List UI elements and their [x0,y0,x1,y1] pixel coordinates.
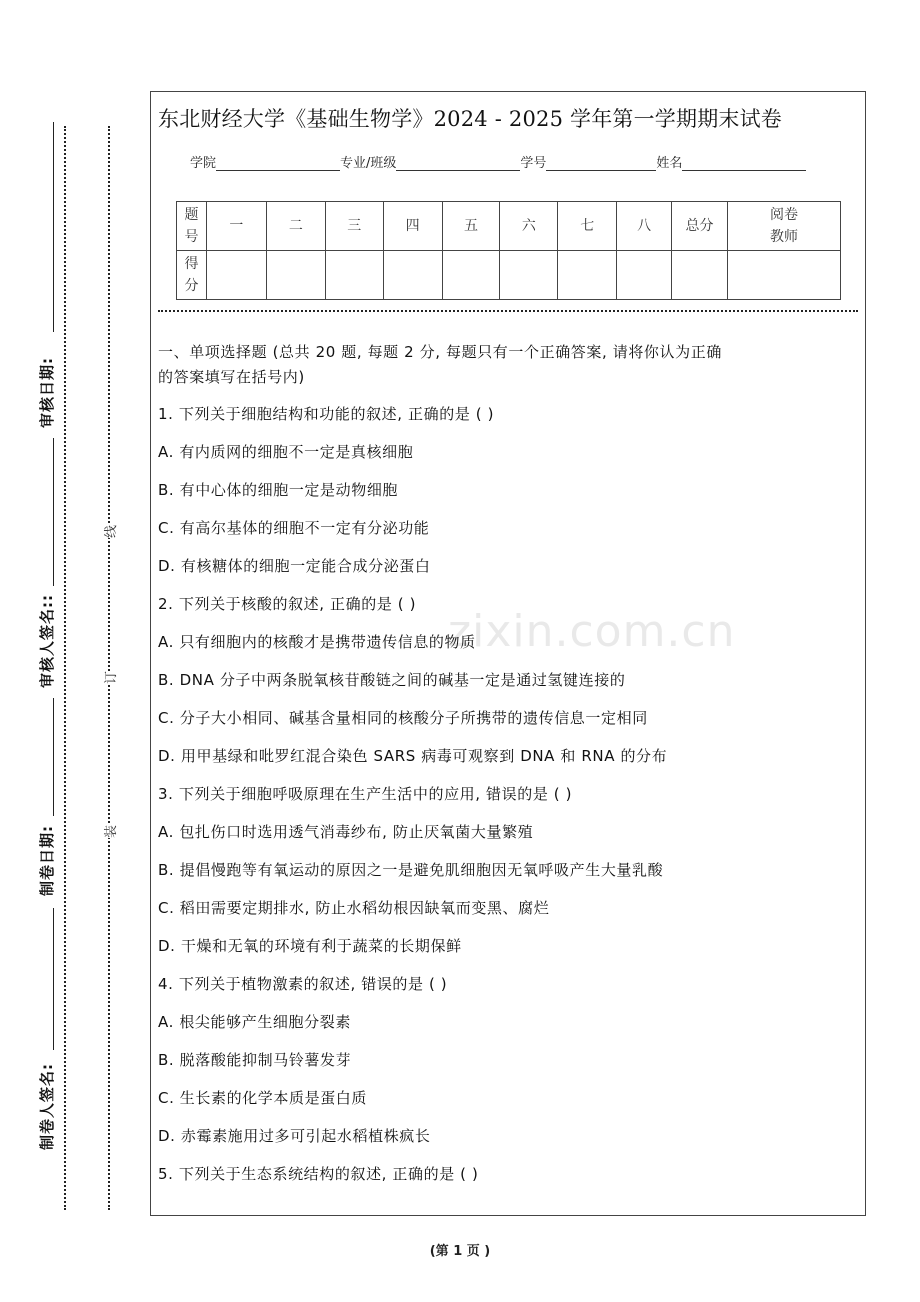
grader-header: 阅卷教师 [728,202,841,251]
question-3-option-d: D. 干燥和无氧的环境有利于蔬菜的长期保鲜 [158,937,462,955]
reviewer-sign-blank[interactable] [53,438,54,586]
college-field[interactable] [216,155,340,171]
col-header-total: 总分 [672,202,728,251]
page-number: (第 1 页 ) [429,1244,491,1259]
question-3-stem: 3. 下列关于细胞呼吸原理在生产生活中的应用, 错误的是 ( ) [158,785,573,803]
col-header-6: 六 [500,202,558,251]
grader-cell[interactable] [728,251,841,300]
student-id-field[interactable] [546,155,656,171]
question-1-option-c: C. 有高尔基体的细胞不一定有分泌功能 [158,519,430,537]
score-cell[interactable] [500,251,558,300]
inner-dotted-line [108,126,110,1210]
name-label: 姓名 [656,156,683,171]
compile-date-blank[interactable] [53,698,54,816]
bind-char: 装 [100,825,119,838]
student-info-row [190,152,806,171]
student-id-label: 学号 [520,156,547,171]
question-2-option-c: C. 分子大小相同、碱基含量相同的核酸分子所携带的遗传信息一定相同 [158,709,648,727]
review-date-label: 审核日期: [38,357,56,428]
question-2-option-d: D. 用甲基绿和吡罗红混合染色 SARS 病毒可观察到 DNA 和 RNA 的分布 [158,747,668,765]
col-header-1: 一 [206,202,266,251]
exam-title: 东北财经大学《基础生物学》2024 - 2025 学年第一学期期末试卷 [158,107,783,131]
question-4-option-a: A. 根尖能够产生细胞分裂素 [158,1013,351,1031]
compiler-sign-label: 制卷人签名: [38,1063,56,1150]
score-cell[interactable] [383,251,442,300]
line-char: 线 [100,525,119,538]
question-2-option-b: B. DNA 分子中两条脱氧核苷酸链之间的碱基一定是通过氢键连接的 [158,671,626,689]
col-header-7: 七 [558,202,617,251]
score-table-score-row [177,251,841,300]
score-table-header-row [177,202,841,251]
question-2-stem: 2. 下列关于核酸的叙述, 正确的是 ( ) [158,595,417,613]
question-4-stem: 4. 下列关于植物激素的叙述, 错误的是 ( ) [158,975,448,993]
question-1-option-b: B. 有中心体的细胞一定是动物细胞 [158,481,399,499]
question-2-option-a: A. 只有细胞内的核酸才是携带遗传信息的物质 [158,633,476,651]
question-3-option-c: C. 稻田需要定期排水, 防止水稻幼根因缺氧而变黑、腐烂 [158,899,550,917]
score-cell[interactable] [672,251,728,300]
question-4-option-d: D. 赤霉素施用过多可引起水稻植株疯长 [158,1127,431,1145]
major-class-field[interactable] [396,155,520,171]
section1-heading-line1: 一、单项选择题 (总共 20 题, 每题 2 分, 每题只有一个正确答案, 请将你认为正确 [158,343,722,361]
section1-heading-line2: 的答案填写在括号内) [158,368,305,386]
staple-char: 订 [100,671,119,684]
col-header-8: 八 [617,202,672,251]
question-number-header: 题号 [177,202,207,251]
col-header-2: 二 [266,202,325,251]
name-field[interactable] [682,155,806,171]
question-1-option-a: A. 有内质网的细胞不一定是真核细胞 [158,443,414,461]
outer-dotted-line [64,126,66,1210]
compiler-sign-blank[interactable] [53,908,54,1050]
question-1-option-d: D. 有核糖体的细胞一定能合成分泌蛋白 [158,557,431,575]
question-3-option-b: B. 提倡慢跑等有氧运动的原因之一是避免肌细胞因无氧呼吸产生大量乳酸 [158,861,664,879]
score-cell[interactable] [325,251,383,300]
col-header-3: 三 [325,202,383,251]
score-cell[interactable] [266,251,325,300]
question-4-option-c: C. 生长素的化学本质是蛋白质 [158,1089,368,1107]
score-cell[interactable] [558,251,617,300]
col-header-5: 五 [442,202,500,251]
question-3-option-a: A. 包扎伤口时选用透气消毒纱布, 防止厌氧菌大量繁殖 [158,823,534,841]
compile-date-label: 制卷日期: [38,825,56,896]
score-cell[interactable] [442,251,500,300]
score-row-header: 得分 [177,251,207,300]
review-date-blank[interactable] [53,122,54,332]
score-table [176,201,841,300]
college-label: 学院 [190,156,217,171]
major-class-label: 专业/班级 [340,156,397,171]
question-5-stem: 5. 下列关于生态系统结构的叙述, 正确的是 ( ) [158,1165,479,1183]
reviewer-sign-label: 审核人签名:: [38,594,56,688]
score-cell[interactable] [617,251,672,300]
question-4-option-b: B. 脱落酸能抑制马铃薯发芽 [158,1051,352,1069]
question-1-stem: 1. 下列关于细胞结构和功能的叙述, 正确的是 ( ) [158,405,495,423]
header-separator [158,310,858,312]
col-header-4: 四 [383,202,442,251]
score-cell[interactable] [206,251,266,300]
watermark: zixin.com.cn [448,606,736,657]
